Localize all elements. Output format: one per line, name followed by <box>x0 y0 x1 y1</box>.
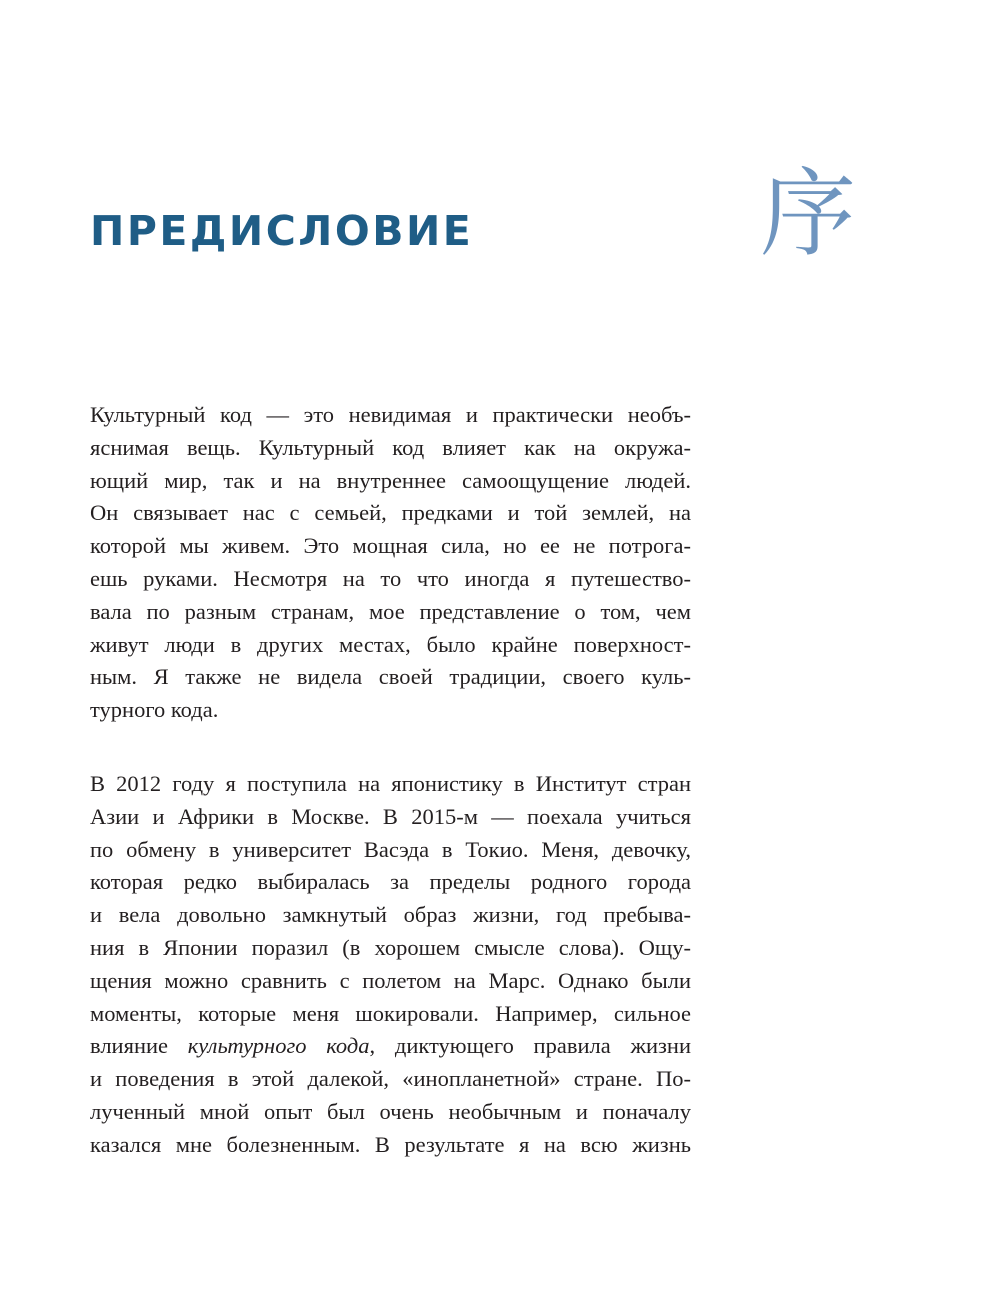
text-line: ющий мир, так и на внутреннее самоощущение людей. <box>90 467 691 493</box>
text-line: Он связывает нас с семьей, предками и той землей, на <box>90 500 691 526</box>
text-line: лученный мной опыт был очень необычным и поначалу <box>90 1098 691 1124</box>
text-line: и поведения в этой далекой, «инопланетной» стране. По- <box>90 1066 691 1092</box>
text-line: которой мы живем. Это мощная сила, но ее не потрога- <box>90 533 691 559</box>
text-line: ешь руками. Несмотря на то что иногда я путешество- <box>90 565 691 591</box>
text-line: по обмену в университет Васэда в Токио. Меня, девочку, <box>90 836 691 862</box>
text-line: яснимая вещь. Культурный код влияет как на окружа- <box>90 434 691 460</box>
text-line: вала по разным странам, мое представление о том, чем <box>90 598 691 624</box>
text-line: которая редко выбиралась за пределы родного города <box>90 869 691 895</box>
text-line: живут люди в других местах, было крайне поверхност- <box>90 631 691 657</box>
paragraph-2 <box>90 768 691 1162</box>
paragraph-1 <box>90 399 691 727</box>
text-line: моменты, которые меня шокировали. Например, сильное <box>90 1000 691 1026</box>
text-line: и вела довольно замкнутый образ жизни, год пребыва- <box>90 902 691 928</box>
text-line: щения можно сравнить с полетом на Марс. Однако были <box>90 967 691 993</box>
text-line-with-italic <box>90 1030 691 1063</box>
text-line: казался мне болезненным. В результате я на всю жизнь <box>90 1131 691 1157</box>
kanji-character: 序 <box>760 158 856 270</box>
text-line: турного кода. <box>90 697 219 723</box>
text-line: ным. Я также не видела своей традиции, своего куль- <box>90 664 691 690</box>
text-line: В 2012 году я поступила на японистику в Институт стран <box>90 771 691 796</box>
text-fragment: влияние <box>90 1033 188 1059</box>
text-line: Азии и Африки в Москве. В 2015-м — поехала учиться <box>90 803 691 829</box>
italic-term: культурного кода <box>187 1033 370 1059</box>
text-line: ния в Японии поразил (в хорошем смысле слова). Ощу- <box>90 934 691 960</box>
text-line: Культурный код — это невидимая и практически необъ- <box>90 402 691 427</box>
text-fragment: , диктующего правила жизни <box>369 1033 692 1059</box>
page-title: ПРЕДИСЛОВИЕ <box>90 207 474 255</box>
